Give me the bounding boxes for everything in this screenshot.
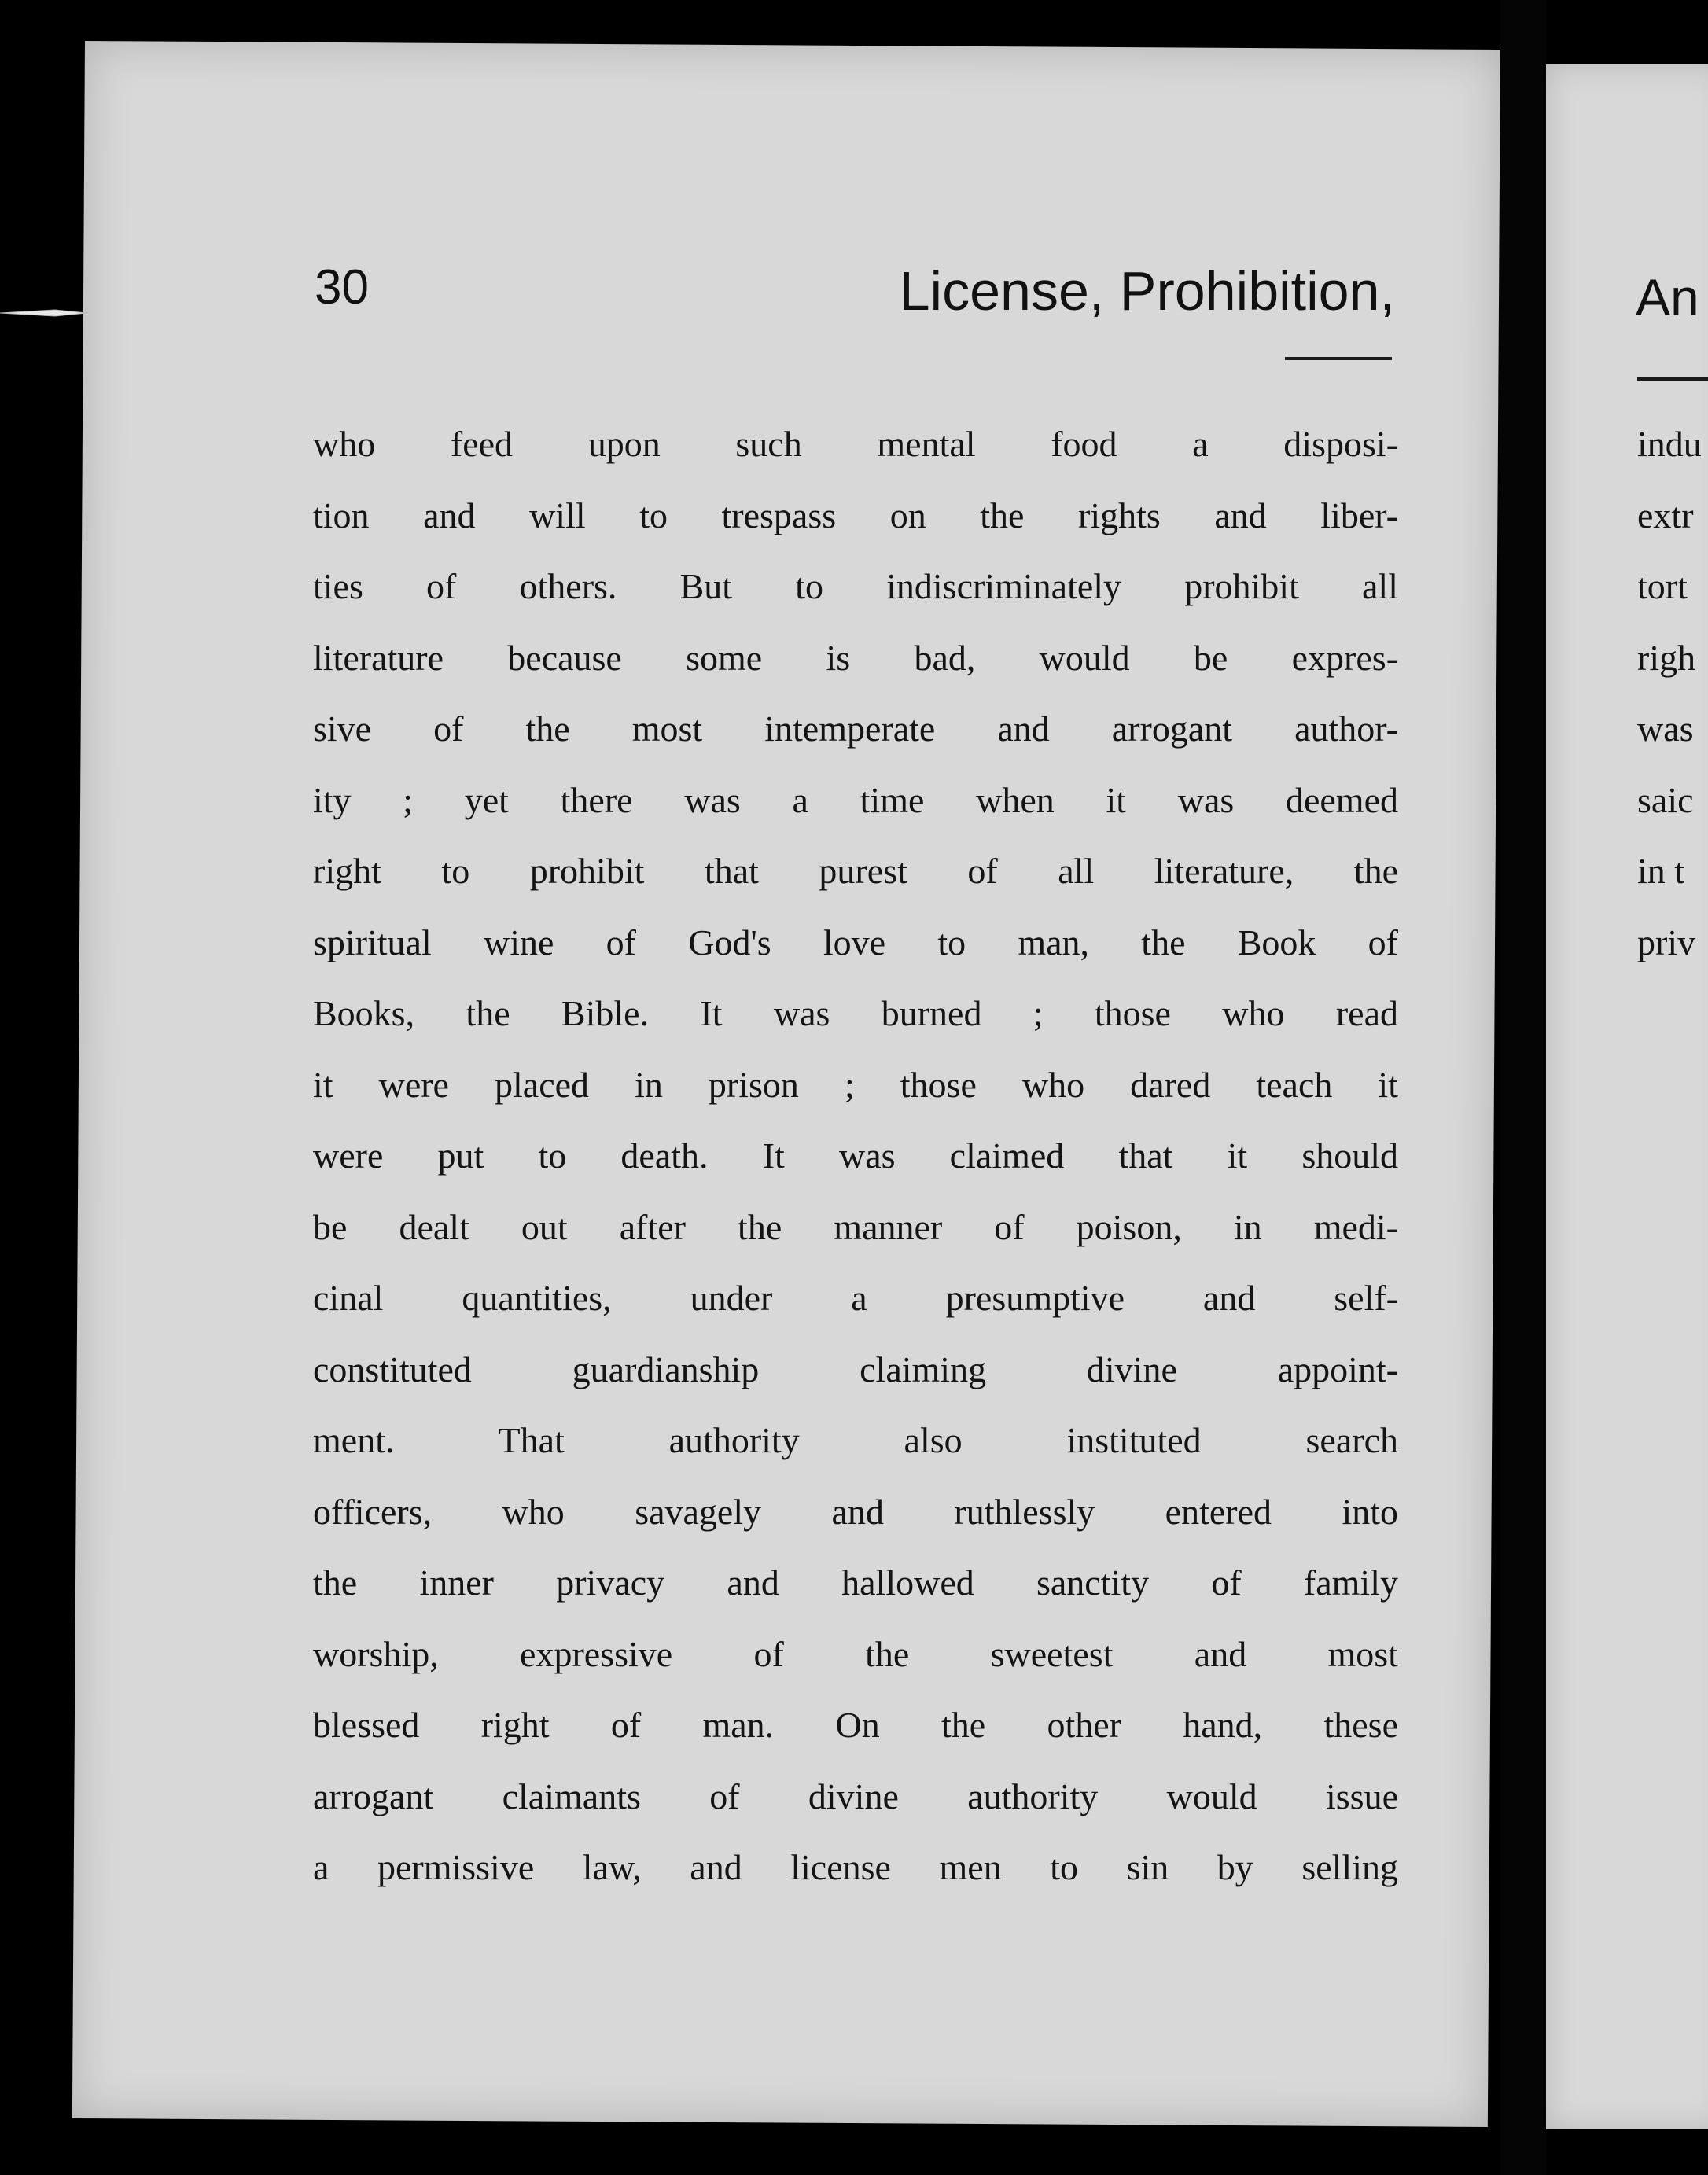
text-line: were put to death. It was claimed that it should	[313, 1135, 1398, 1176]
text-line: spiritual wine of God's love to man, the Book of	[313, 922, 1398, 962]
text-line: arrogant claimants of divine authority would issue	[313, 1776, 1398, 1816]
facing-text-line: saic	[1637, 779, 1694, 820]
text-line: Books, the Bible. It was burned ; those who read	[313, 993, 1398, 1033]
text-line: right to prohibit that purest of all literature, the	[313, 851, 1398, 891]
facing-running-head: An	[1636, 268, 1699, 326]
facing-text-line: indu	[1637, 424, 1702, 464]
text-line: a permissive law, and license men to sin by selling	[313, 1847, 1398, 1887]
text-line: ment. That authority also instituted search	[313, 1420, 1398, 1460]
page-number: 30	[315, 260, 369, 315]
facing-text-line: tort	[1637, 566, 1688, 606]
running-head	[315, 259, 1395, 346]
facing-body-text	[1637, 409, 1708, 978]
text-line: cinal quantities, under a presumptive and self-	[313, 1278, 1398, 1318]
text-line: sive of the most intemperate and arrogant author-	[313, 708, 1398, 749]
facing-text-line: in t	[1637, 851, 1685, 891]
text-line: officers, who savagely and ruthlessly entered into	[313, 1491, 1398, 1532]
facing-text-line: extr	[1637, 495, 1694, 535]
facing-page	[1546, 64, 1708, 2129]
text-line: be dealt out after the manner of poison, in medi-	[313, 1206, 1398, 1247]
text-line: it were placed in prison ; those who dared teach it	[313, 1064, 1398, 1105]
text-line: who feed upon such mental food a disposi-	[313, 424, 1398, 464]
facing-text-line: righ	[1637, 637, 1696, 678]
text-line: worship, expressive of the sweetest and most	[313, 1633, 1398, 1674]
text-line: ties of others. But to indiscriminately prohibit all	[313, 566, 1398, 606]
page-gutter	[1500, 0, 1546, 2175]
body-text	[313, 409, 1398, 1904]
text-line: ity ; yet there was a time when it was deemed	[313, 779, 1398, 820]
running-head-title: License, Prohibition,	[899, 260, 1395, 322]
text-line: literature because some is bad, would be expres-	[313, 637, 1398, 678]
facing-text-line: was	[1637, 708, 1694, 749]
facing-head-rule	[1637, 377, 1708, 381]
head-rule	[1285, 357, 1392, 360]
text-line: the inner privacy and hallowed sanctity of family	[313, 1562, 1398, 1603]
page-tab-mark	[0, 305, 94, 321]
text-line: blessed right of man. On the other hand, these	[313, 1705, 1398, 1745]
text-line: tion and will to trespass on the rights and liber-	[313, 495, 1398, 535]
text-line: constituted guardianship claiming divine appoint-	[313, 1349, 1398, 1389]
facing-text-line: priv	[1637, 922, 1696, 962]
